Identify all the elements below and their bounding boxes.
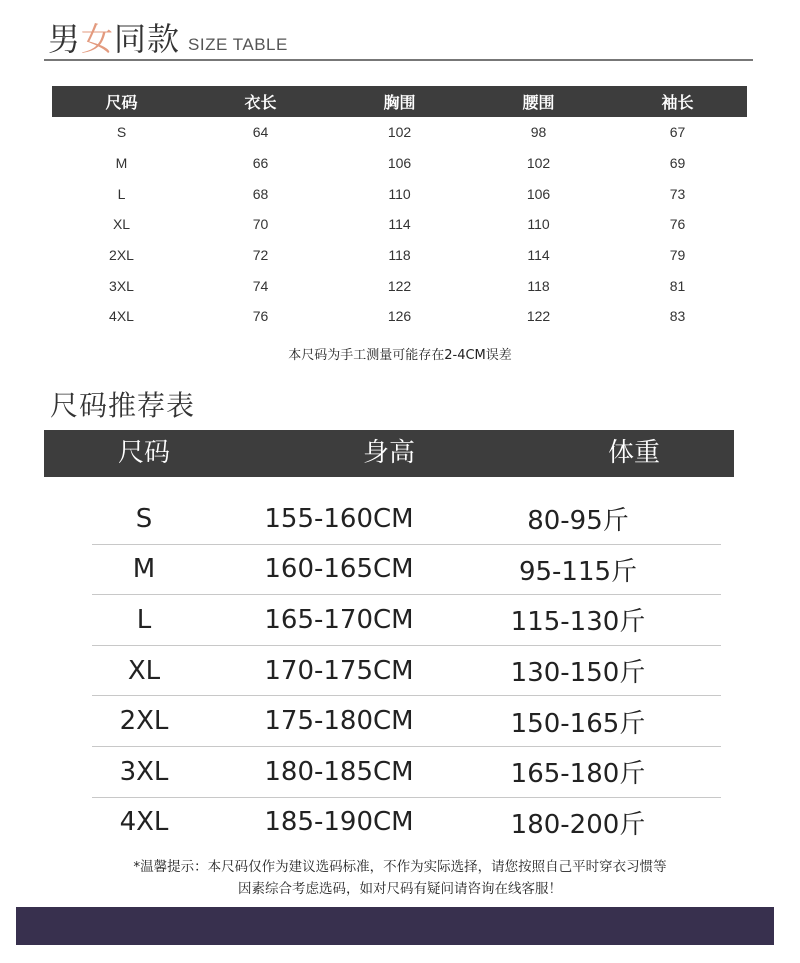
- table-row: [52, 270, 747, 301]
- table-cell: 68: [252, 185, 269, 202]
- table-cell: 160-165CM: [264, 554, 414, 585]
- table-cell: 76: [669, 216, 686, 233]
- table-cell: XL: [127, 655, 161, 686]
- table-row: [92, 545, 721, 596]
- table-cell: 185-190CM: [264, 807, 414, 838]
- table-cell: XL: [112, 216, 131, 233]
- table-cell: 83: [669, 308, 686, 325]
- table-cell: 72: [252, 247, 269, 264]
- page-subtitle: SIZE TABLE: [188, 35, 288, 54]
- title-accent: 女: [81, 20, 115, 58]
- table-cell: 102: [387, 124, 412, 141]
- table-cell: L: [117, 185, 126, 202]
- title-part-2: 同款: [114, 20, 181, 58]
- table-cell: 110: [527, 216, 550, 233]
- recommend-header-row: [44, 430, 734, 477]
- table-cell: 122: [387, 277, 412, 294]
- size-table: [52, 86, 747, 332]
- table-cell: 165-170CM: [264, 604, 414, 635]
- recommend-tip-line-2: 因素综合考虑选码，如对尺码有疑问请咨询在线客服！: [238, 881, 562, 897]
- table-cell: 180-200斤: [510, 809, 646, 840]
- table-cell: 4XL: [119, 807, 169, 838]
- recommend-title: 尺码推荐表: [50, 389, 196, 422]
- page-title: [48, 20, 180, 58]
- table-cell: 102: [526, 155, 551, 172]
- table-cell: 3XL: [119, 756, 169, 787]
- table-cell: 69: [669, 155, 686, 172]
- table-row: [52, 240, 747, 271]
- table-cell: 80-95斤: [527, 506, 629, 537]
- table-cell: 73: [669, 185, 686, 202]
- table-cell: 130-150斤: [510, 658, 646, 689]
- table-cell: 165-180斤: [510, 759, 646, 790]
- table-cell: 110: [388, 185, 411, 202]
- table-cell: 150-165斤: [510, 708, 646, 739]
- recommend-tip-line-1: *温馨提示：本尺码仅作为建议选码标准，不作为实际选择，请您按照自己平时穿衣习惯等: [133, 859, 667, 875]
- chest-col-header: 胸围: [330, 86, 469, 117]
- table-cell: S: [135, 503, 153, 534]
- table-cell: M: [132, 554, 156, 585]
- page-header: [48, 14, 288, 56]
- table-cell: 2XL: [119, 706, 169, 737]
- table-cell: L: [136, 604, 152, 635]
- table-cell: 4XL: [109, 308, 134, 325]
- length-col-header: 衣长: [191, 86, 330, 117]
- recommend-tip: [0, 856, 800, 900]
- table-cell: 95-115斤: [518, 556, 638, 587]
- size-col-header: 尺码: [52, 86, 191, 117]
- table-cell: 98: [530, 124, 547, 141]
- table-row: [52, 178, 747, 209]
- table-cell: 122: [526, 308, 551, 325]
- table-cell: S: [116, 124, 127, 141]
- table-row: [92, 646, 721, 697]
- table-cell: 155-160CM: [264, 503, 414, 534]
- title-part-1: 男: [48, 20, 82, 58]
- table-cell: 118: [388, 247, 411, 264]
- footer-bar: [16, 907, 774, 945]
- table-cell: 67: [669, 124, 686, 141]
- table-cell: 175-180CM: [264, 706, 414, 737]
- rec-height-col-header: 身高: [362, 438, 415, 468]
- rec-size-col-header: 尺码: [117, 438, 170, 468]
- table-row: [92, 595, 721, 646]
- table-cell: 81: [669, 277, 686, 294]
- measurement-note: 本尺码为手工测量可能存在2-4CM误差: [288, 348, 512, 363]
- table-cell: 79: [669, 247, 686, 264]
- waist-col-header: 腰围: [469, 86, 608, 117]
- table-cell: 2XL: [109, 247, 134, 264]
- header-divider: [44, 59, 753, 61]
- table-row: [52, 148, 747, 179]
- table-cell: 74: [252, 277, 269, 294]
- table-cell: 64: [252, 124, 269, 141]
- table-row: [92, 747, 721, 798]
- table-cell: 106: [526, 185, 551, 202]
- recommend-table: [92, 494, 721, 847]
- table-cell: 115-130斤: [510, 607, 646, 638]
- table-cell: M: [115, 155, 128, 172]
- table-cell: 66: [252, 155, 269, 172]
- table-row: [92, 798, 721, 848]
- table-cell: 126: [387, 308, 412, 325]
- table-row: [52, 117, 747, 148]
- rec-weight-col-header: 体重: [607, 438, 660, 468]
- table-cell: 180-185CM: [264, 756, 414, 787]
- table-cell: 114: [527, 247, 550, 264]
- table-cell: 76: [252, 308, 269, 325]
- table-row: [52, 301, 747, 332]
- table-row: [92, 494, 721, 545]
- size-table-header-row: [52, 86, 747, 117]
- table-cell: 118: [527, 277, 550, 294]
- table-cell: 70: [252, 216, 269, 233]
- sleeve-col-header: 袖长: [608, 86, 747, 117]
- table-cell: 106: [387, 155, 412, 172]
- table-row: [92, 696, 721, 747]
- table-row: [52, 209, 747, 240]
- table-cell: 114: [388, 216, 411, 233]
- table-cell: 3XL: [109, 277, 134, 294]
- table-cell: 170-175CM: [264, 655, 414, 686]
